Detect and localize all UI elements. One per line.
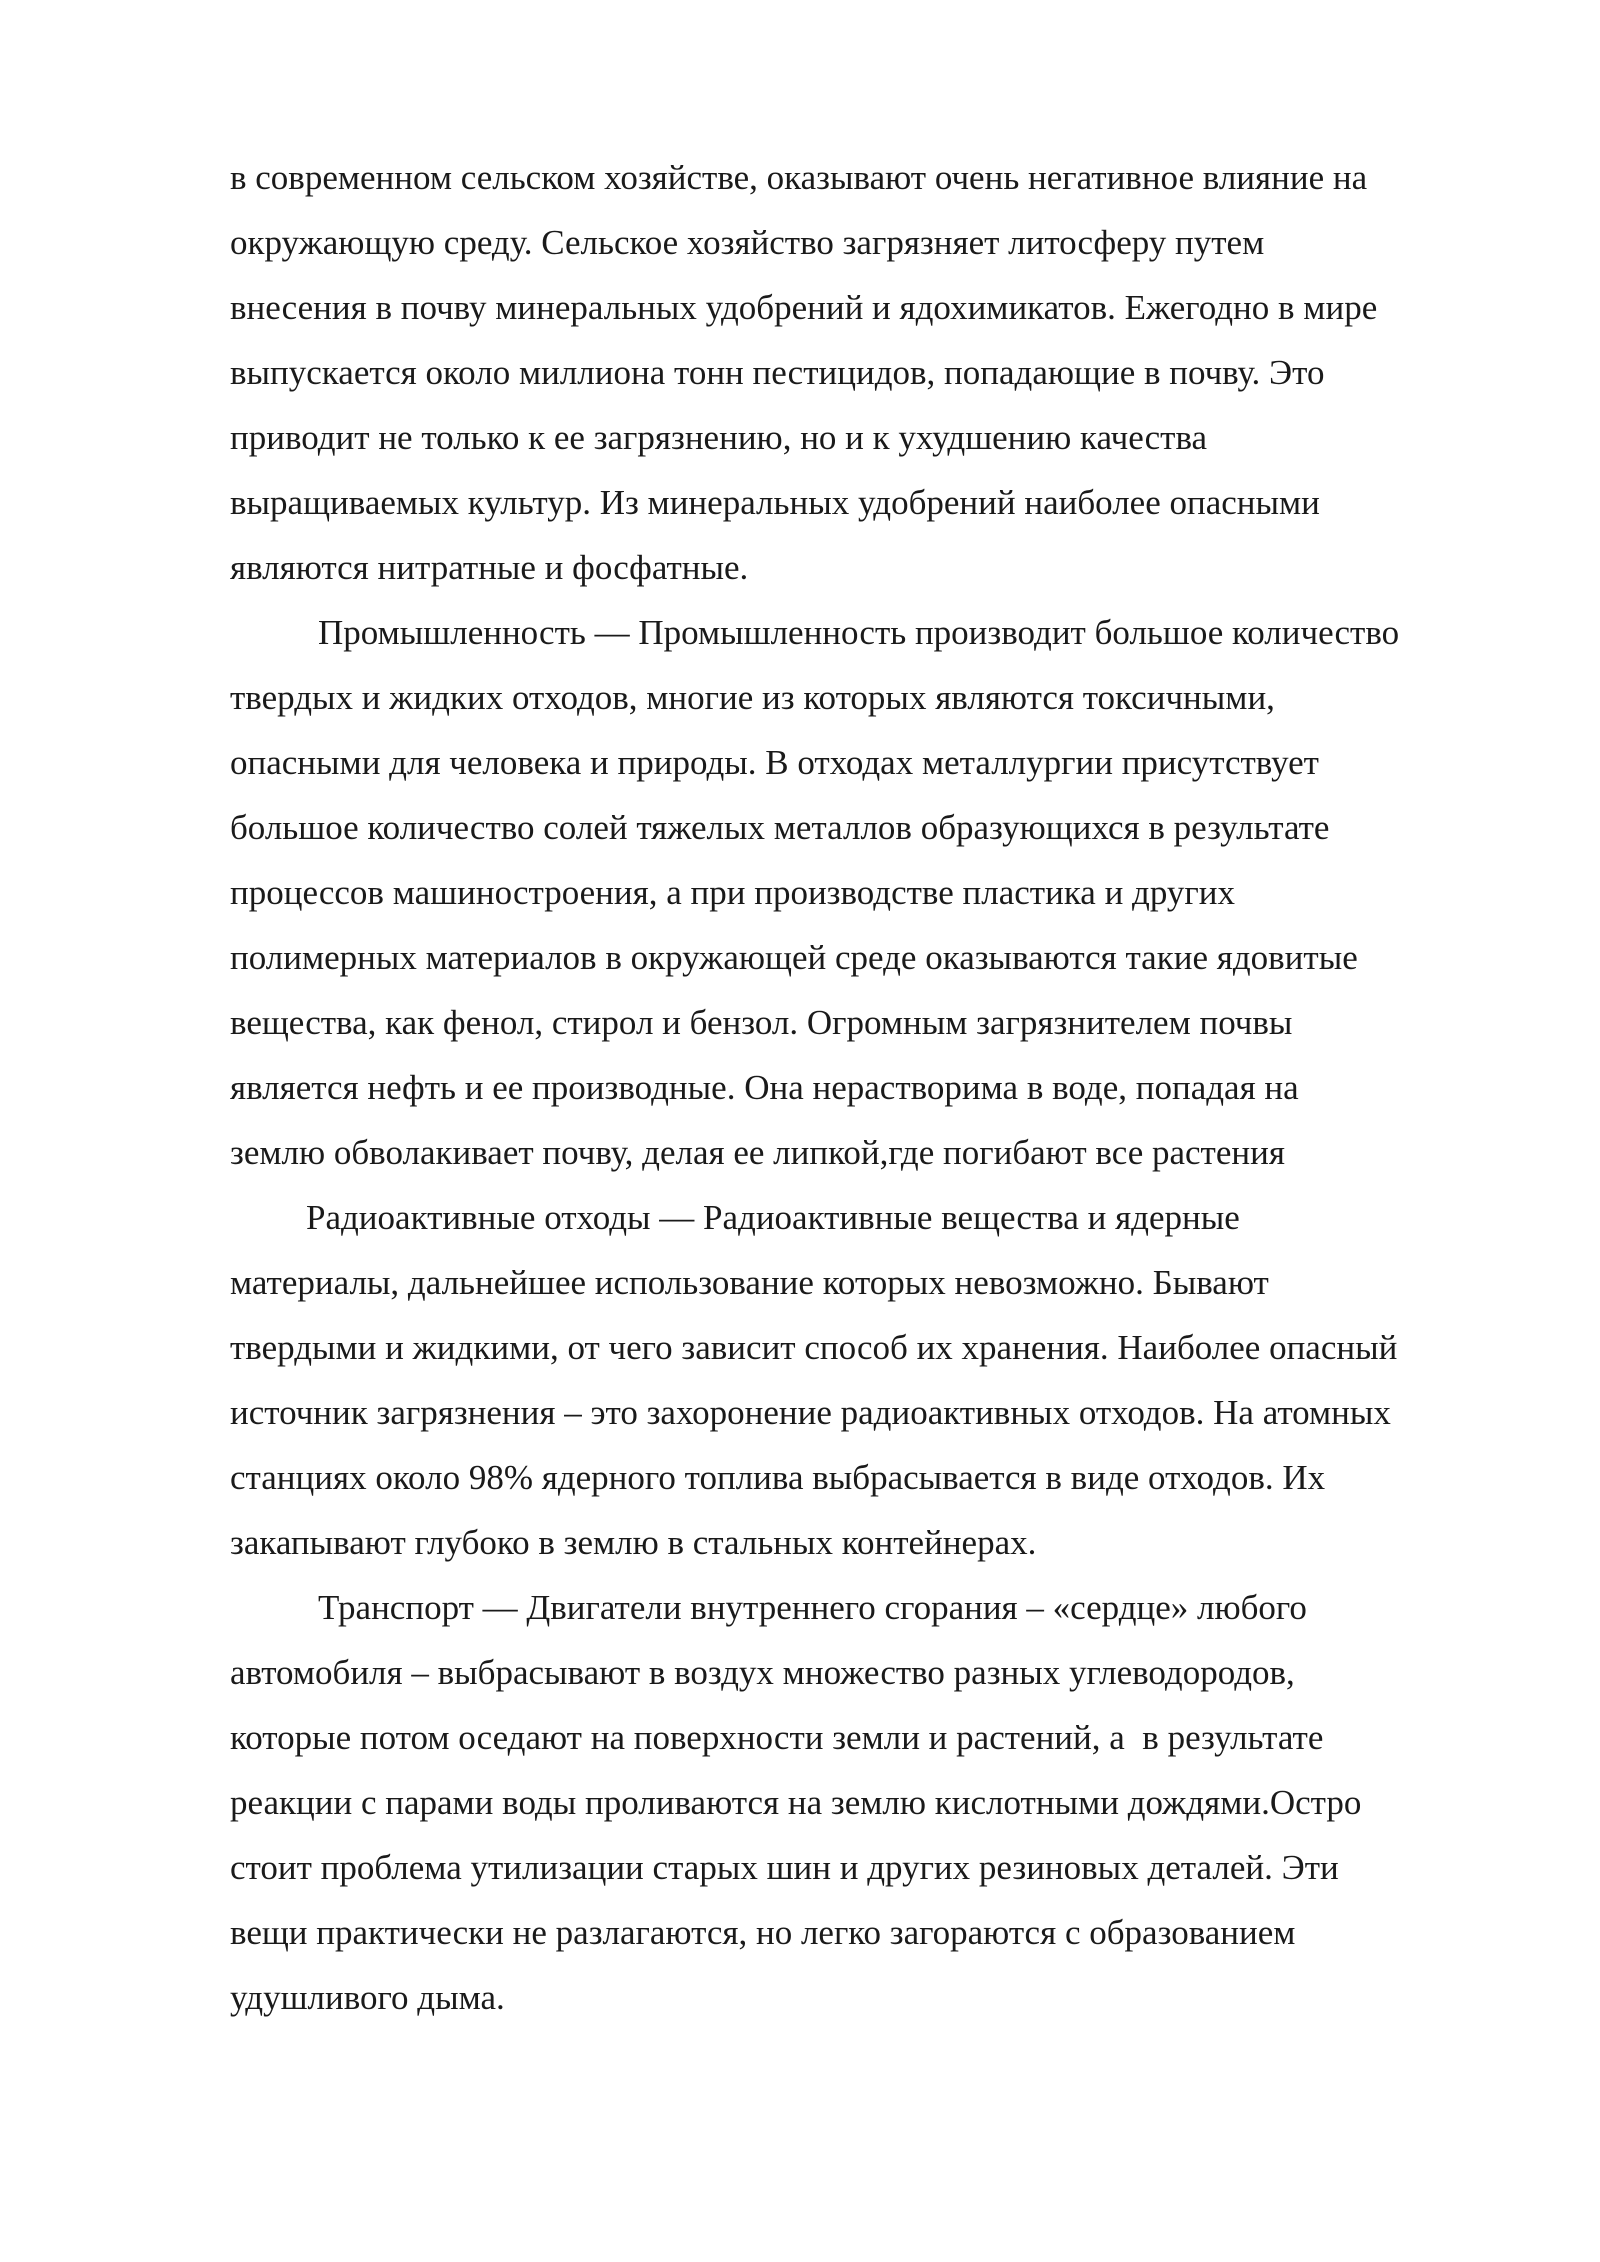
text-line: процессов машиностроения, а при производстве пластика и других — [230, 873, 1235, 912]
text-line: окружающую среду. Сельское хозяйство загрязняет литосферу путем — [230, 223, 1265, 262]
text-line: большое количество солей тяжелых металлов образующихся в результате — [230, 808, 1330, 847]
text-line: являются нитратные и фосфатные. — [230, 548, 749, 587]
text-line: удушливого дыма. — [230, 1978, 505, 2017]
text-line: материалы, дальнейшее использование которых невозможно. Бывают — [230, 1263, 1269, 1302]
text-line: закапывают глубоко в землю в стальных контейнерах. — [230, 1523, 1037, 1562]
text-line: твердыми и жидкими, от чего зависит способ их хранения. Наиболее опасный — [230, 1328, 1398, 1367]
text-line: станциях около 98% ядерного топлива выбрасывается в виде отходов. Их — [230, 1458, 1326, 1497]
text-line: стоит проблема утилизации старых шин и других резиновых деталей. Эти — [230, 1848, 1339, 1887]
paragraph-heading-industry: Промышленность — Промышленность производит большое количество — [318, 613, 1400, 652]
text-line: приводит не только к ее загрязнению, но и к ухудшению качества — [230, 418, 1208, 457]
text-line: твердых и жидких отходов, многие из которых являются токсичными, — [230, 678, 1275, 717]
paragraph-heading-radioactive: Радиоактивные отходы — Радиоактивные вещества и ядерные — [306, 1198, 1240, 1237]
text-line: которые потом оседают на поверхности земли и растений, а в результате — [230, 1718, 1324, 1757]
document-body — [230, 145, 1510, 2030]
paragraph-heading-transport: Транспорт — Двигатели внутреннего сгорания – «сердце» любого — [318, 1588, 1307, 1627]
text-line: вещества, как фенол, стирол и бензол. Огромным загрязнителем почвы — [230, 1003, 1293, 1042]
text-line: опасными для человека и природы. В отходах металлургии присутствует — [230, 743, 1319, 782]
text-line: выпускается около миллиона тонн пестицидов, попадающие в почву. Это — [230, 353, 1325, 392]
text-line: является нефть и ее производные. Она нерастворима в воде, попадая на — [230, 1068, 1299, 1107]
text-line: полимерных материалов в окружающей среде оказываются такие ядовитые — [230, 938, 1358, 977]
text-line: выращиваемых культур. Из минеральных удобрений наиболее опасными — [230, 483, 1320, 522]
text-line: вещи практически не разлагаются, но легко загораются с образованием — [230, 1913, 1296, 1952]
text-line: внесения в почву минеральных удобрений и ядохимикатов. Ежегодно в мире — [230, 288, 1378, 327]
text-line: реакции с парами воды проливаются на землю кислотными дождями.Остро — [230, 1783, 1362, 1822]
text-line: источник загрязнения – это захоронение радиоактивных отходов. На атомных — [230, 1393, 1391, 1432]
text-line: автомобиля – выбрасывают в воздух множество разных углеводородов, — [230, 1653, 1295, 1692]
text-line: землю обволакивает почву, делая ее липкой,где погибают все растения — [230, 1133, 1285, 1172]
text-line: в современном сельском хозяйстве, оказывают очень негативное влияние на — [230, 158, 1368, 197]
